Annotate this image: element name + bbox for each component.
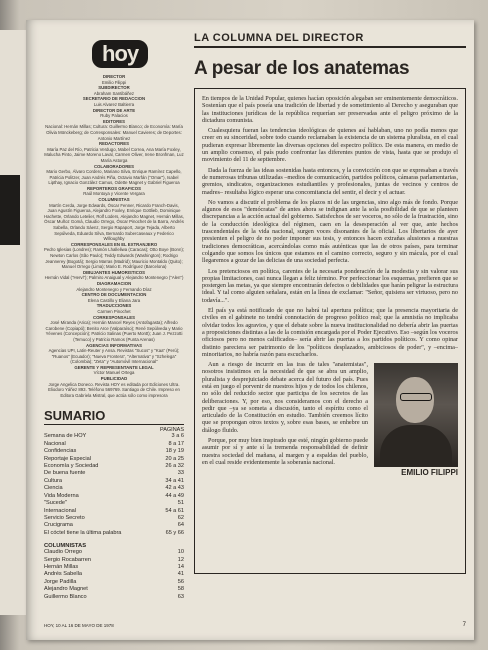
magazine-page	[26, 20, 474, 640]
photo-glasses-shape	[400, 393, 432, 401]
sumario-row	[44, 530, 184, 537]
editorial-paragraph: Porque, por muy bien inspirado que esté, ningún gobierno puede asumir por sí y ante sí la tremenda responsabilidad de definir nuestra sociedad del mañana, al margen y a espaldas del pueblo, en el cual reside evidentemente la soberanía nacional.	[202, 437, 368, 466]
signature: EMILIO FILIPPI	[401, 468, 458, 478]
staff-names: Alejandro Montenegro y Fernando Díaz	[76, 286, 152, 292]
row-pages: 41	[177, 571, 184, 578]
row-label: Jorge Padilla	[44, 578, 77, 585]
staff-heading: DIBUJANTES HUMORISTICOS	[82, 269, 146, 275]
editorial-paragraph: Dada la fuerza de las ideas sostenidas hasta entonces, y la convicción con que se expresaban a través de numerosas tribunas utilizadas –medios de comunicación, partidos políticos, cámaras parlamentarias, gremios, sindicatos, organizaciones estudiantiles y profesionales, juntas de vecinos y centros de madres– resultaba lógico esperar una concomitancia del sentir, el decir y el actuar.	[202, 166, 458, 196]
staff-heading: CENTRO DE DOCUMENTACION	[81, 292, 147, 298]
row-pages: 33	[177, 470, 184, 477]
editorial-paragraph: En tiempos de la Unidad Popular, quienes hacían oposición alegaban ser eminentemente democráticos. Sostenían que el país poseía una tradición de libertad y de sometimiento al Derecho y aseguraban que las instituciones jurídicas de la república requerían ser preservadas ante el peligro próximo de la dictadura comunista.	[202, 95, 458, 124]
staff-names: Jorge Angelica Doneco. Revista HOY es editada por Ediciones Ultra. Eliodoro Yáñez 893. Teléfono 569769. Santiago de Chile. Impreso en Editora Gabriela Mistral, que actúa sólo como impresora	[48, 381, 180, 398]
headline: A pesar de los anatemas	[194, 58, 410, 79]
editorial-paragraph: Los pretenciosos en política, carentes de la necesaria ponderación de la modestia y sin valorar sus propias limitaciones, casi nunca llegan a feliz término. Por perfeccionar los esquemas, prefieren que se postergen las metas, ya que siempre encontrarán defectos o debilidades que harán peligrar la estructura ideal. Y tal como alguien señalara, están en la línea de exclamar: "Señor, quisiera ser virtuoso, pero no todavía...".	[202, 267, 458, 304]
row-pages: 26 a 32	[165, 463, 184, 470]
columnista-row	[44, 586, 184, 593]
staff-names: Abraham Santibáñez	[93, 90, 135, 96]
staff-heading: GERENTE Y REPRESENTANTE LEGAL	[74, 364, 154, 370]
staff-heading: AGENCIAS INFORMATIVAS	[86, 342, 142, 348]
row-pages: 54 a 61	[165, 507, 184, 514]
sumario-row	[44, 485, 184, 492]
row-label: "Sucede"	[44, 500, 67, 507]
sumario-row	[44, 441, 184, 448]
staff-names: Agencias UPI, Latin-Reuter y Ansa. Revistas "Sucos" y "Kaa" (Perú); "Ruanos" (Ecuador); "Nueva Frontera", "Alternativa" y "Szhelega" (Colombia); "Zeta" y "Automóvil Internacional"	[48, 348, 180, 365]
staff-names: Mario Gerbo, Álvaro Cordero, Mariano Silva, Enrique Ramírez Capello, Patricia Politzer, Juan Andrés Piña, Octavio Marfán ("Omar"), Isabel Lipthay, Ignacio González Camus, Odette Magnet y Gabriel Figueroa	[46, 169, 182, 186]
row-pages: 18 y 19	[165, 448, 184, 455]
row-pages: 63	[177, 593, 184, 600]
row-label: Alejandro Magnet	[44, 586, 88, 593]
row-label: Ciencia	[44, 485, 63, 492]
staff-heading: CORRESPONSALES EN EL EXTRANJERO	[70, 241, 158, 247]
row-pages: 65 y 66	[165, 529, 184, 536]
row-label: Guillermo Blanco	[44, 593, 87, 600]
editorial-paragraph: Cualesquiera fueran las tendencias ideológicas de quienes así hablaban, uno no podía menos que creer en su sinceridad, sobre todo cuando reclamaban la existencia de un sistema pluralista, en el cual pudieran expresar libremente las diversas opciones del espectro político. De esta manera, en medio de un amplio consenso, el país pudo confrontar las diferentes puntos de vista, hasta que se produjo el movimiento del 11 de septiembre.	[202, 127, 458, 164]
previous-page-print	[0, 175, 20, 245]
sumario-row	[44, 463, 184, 470]
row-pages: 51	[177, 500, 184, 507]
row-label: Vida Moderna	[44, 492, 79, 499]
sumario-row	[44, 433, 184, 440]
columnista-row	[44, 579, 184, 586]
row-label: Sergio Rocabarren	[44, 556, 91, 563]
staff-names: Hernán Vidal ("Hervi"); Palmiro Anaigual y Alejandro Montenegro ("Alen")	[44, 275, 184, 281]
columnista-row	[44, 594, 184, 601]
staff-heading: TRADUCCIONES	[96, 303, 132, 309]
sumario-list	[44, 433, 184, 537]
page-number: 7	[462, 622, 466, 628]
row-label: Cultura	[44, 477, 63, 484]
row-label: Semana de HOY	[44, 433, 87, 440]
staff-names: Elena Castillo y Eliana Jara	[87, 297, 141, 303]
sumario-row	[44, 522, 184, 529]
editorial-box	[194, 88, 466, 574]
sumario-row	[44, 456, 184, 463]
row-pages: 64	[177, 522, 184, 529]
row-label: El cóctel tiene la última palabra	[44, 529, 122, 536]
staff-names: Raúl Montoya y Vicente Vergara	[83, 191, 145, 197]
row-pages: 14	[177, 563, 184, 570]
columnista-row	[44, 557, 184, 564]
staff-names: José Miranda (Arica); Hernán Mancel Reyes (Antofagasta); Alfredo Carobene (Copiapó); Benito Arce (Valparaíso); René Sepúlveda y Mario Yévenes (Concepción); Patricio Salinas (Puerto Montt); Juan J. Pezzotti (Temuco) y Patricio Ramos (Punta Arenas)	[45, 320, 183, 342]
sumario-row	[44, 470, 184, 477]
sumario-row	[44, 478, 184, 485]
staff-heading: REPORTEROS GRAFICOS	[87, 185, 141, 191]
staff-names: Martín Cerda, Jorge Edwards, Óscar Fenner, Ricardo Franch-Davis, Juan Agustín Figueroa, Alejandro Foxley, Enrique Gottlieb, Dominique Hachette, Orlando Letelier, Rolf Lüders, Alejandro Magnet, Hernán Millas, Óscar Muñoz Gomá, Claudio Orrego, Óscar Pinochet de la Barra, Andrés Sabella, Orlando Sáenz, Sergio Rapaport, Jorge Tejada, Alberto Sepúlveda, Eduardo Silva, Bernardo Subercaseaux y Federico Willoughby	[44, 202, 184, 242]
sumario-pages-label: PAGINAS	[159, 427, 184, 434]
staff-heading: REDACTORES	[98, 141, 129, 147]
row-pages: 12	[177, 556, 184, 563]
staff-names: Ruby Palacios	[100, 113, 128, 119]
editorial-column	[194, 32, 466, 574]
row-pages: 3 a 6	[171, 433, 184, 440]
staff-heading: CORRESPONSALES	[92, 314, 136, 320]
row-pages: 58	[177, 586, 184, 593]
row-pages: 56	[177, 578, 184, 585]
hoy-logo: hoy	[92, 40, 148, 68]
row-pages: 10	[177, 549, 184, 556]
row-pages: 44 a 49	[165, 492, 184, 499]
staff-names: Víctor Manuel Ortega	[93, 370, 135, 376]
row-label: Andrés Sabella	[44, 571, 82, 578]
row-label: Claudio Orrego	[44, 549, 82, 556]
sumario-title: SUMARIO	[44, 408, 184, 425]
staff-names: Pedro Iglesias (Londres); Ramón Lhalleliwa (Caracas); Otto Boye (Bonn); Newton Carlos (São Paulo); Teddy Edwards (Washington); Rodrigo Jeannerey (Bogotá); Sergio Marras (Madrid); Mauricio Montaldo (Quito); Manuel Orrego (Lima); Mario E. Rodríguez (Barcelona)	[44, 247, 184, 270]
staff-heading: EDITORES	[103, 118, 125, 124]
editorial-paragraph: No vamos a discutir el problema de los plazos ni de las urgencias, sino algo más de fondo. Porque algunos de esos "demócratas" de antes ahora se indignan ante la sola posibilidad de que se planteen discrepancias a la acción actual del gobierno. Satisfechos de ser voceros, no sólo de la frustración, sino de la conducción ideológica del régimen, caen en la desesperación al ver que, ante hechos trascendentales de la vida nacional, surgen voces disonantes de la oficial. Los libertarios de ayer presienten el peligro de no poder imponer sus tesis, y entonces hacen extrañas alusiones a nuestras tradiciones democráticas, acercándolas como más auténticas que las de otros países, para terminar colgando que somos los únicos que estamos en el camino correcto, seguro y sin mácula, por el cual llegaremos a gozar de las delicias de una sociedad perfecta.	[202, 198, 458, 265]
staff-heading: SUBDIRECTOR	[98, 85, 130, 91]
row-pages: 62	[177, 514, 184, 521]
sumario-row	[44, 508, 184, 515]
sumario-row	[44, 515, 184, 522]
row-pages: 42 a 43	[165, 485, 184, 492]
masthead-column	[44, 40, 184, 601]
columnista-row	[44, 549, 184, 556]
row-pages: 8 a 17	[168, 440, 184, 447]
row-label: Servicio Secreto	[44, 514, 85, 521]
section-title: LA COLUMNA DEL DIRECTOR	[194, 32, 466, 48]
staff-names: María Paz del Río, Patricia Verdugo, Mabel Correa, Ana María Foxley, Malucha Pinto, Jaime Moreno Laval, Carmen Oliver, Irene Bronfman, Luz María Astorga	[44, 146, 184, 163]
editorial-paragraph: El país ya está notificado de que no habrá tal apertura política; que la presencia mayoritaria de civiles en el gabinete no tendrá connotación de progreso político real; que la amnistía no implicaba olvidar todos los agravios, y que el debate sobre la nueva institucionalidad no debería abrir las puertas a proposiciones distintas a las de la comisión encargada por el Poder Ejecutivo. Eso –según los voceros oficiosos pero no menos calificados– sería abrir las puertas a los partidos políticos. Y como opinar distinto pareciera ser patrimonio de los "políticos desplazados, ambiciosos de poder", y –encima– minoritarios, no habría razón para escucharlos.	[202, 307, 458, 358]
staff-names: Nacional: Hernán Millas; Cultura: Guillermo Blanco; de Economía: María Olivia Mönckeberg; de Corresponsales: Manuel Cavieres; de Deportes: Antonio Martínez	[45, 124, 183, 141]
staff-heading: DIRECTOR	[102, 74, 126, 79]
sumario-row	[44, 493, 184, 500]
row-label: Economía y Sociedad	[44, 463, 99, 470]
columnistas-title: COLUMNISTAS	[44, 543, 87, 550]
row-label: De buena fuente	[44, 470, 86, 477]
row-label: Crucigrama	[44, 522, 73, 529]
staff-heading: SECRETARIO DE REDACCION	[82, 96, 146, 102]
row-label: Nacional	[44, 440, 66, 447]
staff-names: Emilio Filippi	[101, 79, 127, 85]
row-label: Confidencias	[44, 448, 77, 455]
staff-heading: DIRECTOR DE ARTE	[92, 107, 136, 113]
staff-names: Luis Alvarez Baltierra	[93, 101, 135, 107]
previous-page-edge	[0, 30, 27, 615]
staff-heading: COLABORADORES	[93, 163, 135, 169]
row-label: Internacional	[44, 507, 77, 514]
row-pages: 34 a 41	[165, 477, 184, 484]
row-pages: 20 a 25	[165, 455, 184, 462]
columnista-row	[44, 564, 184, 571]
columnistas-list	[44, 549, 184, 601]
staff-heading: COLUMNISTAS	[98, 197, 130, 203]
sumario-row	[44, 448, 184, 455]
columnista-row	[44, 571, 184, 578]
editorial-paragraph: Aun a riesgo de incurrir en las iras de tales "anatemistas", nosotros insistimos en la necesidad de que se abra un amplio, pluralista y desprejuiciado debate acerca del futuro del país. Pues está en juego el porvenir de nuestros hijos y de todos los chilenos, no sólo del reducido sector que participa de los secretos de las deliberaciones. Y, por eso, nos consideramos con el derecho a pedir que –ya se someta a discusión, tanto el espíritu como el articulado de la Constitución en estudio. También creemos lícito que se propongan otros textos y, sobre esas bases, se enhebre un diálogo fluido.	[202, 361, 368, 434]
row-label: Hernán Millas	[44, 563, 79, 570]
staff-credits	[44, 74, 184, 398]
row-label: Reportaje Especial	[44, 455, 91, 462]
page-footer: HOY, 10 AL 16 DE MAYO DE 1978	[44, 623, 114, 628]
staff-heading: PUBLICIDAD	[100, 376, 128, 382]
staff-heading: DIAGRAMACION	[96, 280, 132, 286]
photo-body-shape	[380, 425, 452, 467]
author-photo	[374, 363, 458, 467]
staff-names: Carmen Pinochet	[97, 308, 131, 314]
editorial-body-top	[202, 95, 458, 358]
sumario-row	[44, 500, 184, 507]
